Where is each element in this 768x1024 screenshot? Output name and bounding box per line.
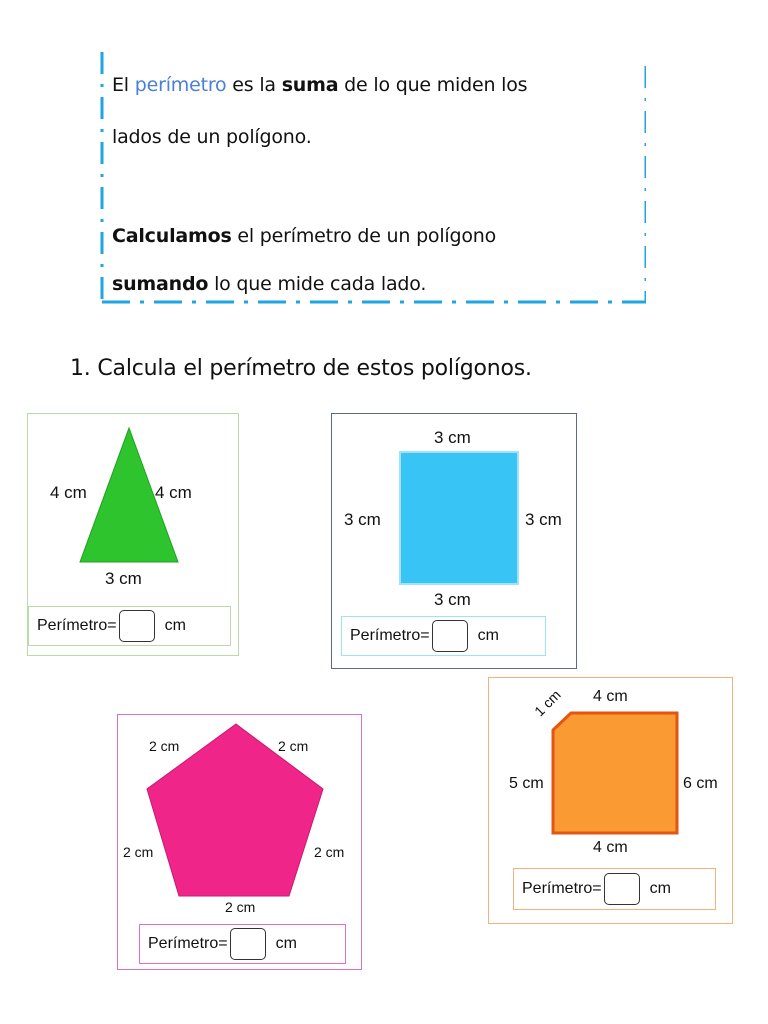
triangle-card <box>27 413 239 656</box>
pentagon-left-label: 2 cm <box>123 844 154 860</box>
term-suma: suma <box>281 74 339 96</box>
definition-line-1 <box>112 74 527 96</box>
unit-label: cm <box>275 935 297 952</box>
unit-label: cm <box>649 880 671 897</box>
hexagon-corner-label: 1 cm <box>531 686 564 720</box>
pentagon-right-label: 2 cm <box>314 844 345 860</box>
square-top-label: 3 cm <box>434 428 471 447</box>
pentagon-bottom-label: 2 cm <box>225 899 256 915</box>
unit-label: cm <box>164 617 186 634</box>
perimeter-label: Perímetro= <box>350 627 430 644</box>
triangle-base-label: 3 cm <box>105 569 142 588</box>
hexagon-top-label: 4 cm <box>593 688 628 705</box>
square-bottom-label: 3 cm <box>434 590 471 609</box>
perimeter-label: Perímetro= <box>37 617 117 634</box>
text: de lo que miden los <box>338 74 528 96</box>
definition-box <box>100 52 646 305</box>
unit-label: cm <box>477 627 499 644</box>
perimeter-input-box[interactable] <box>432 620 468 652</box>
perimeter-label: Perímetro= <box>522 880 602 897</box>
square-right-label: 3 cm <box>525 510 562 529</box>
pentagon-top-left-label: 2 cm <box>149 738 180 754</box>
hexagon-right-label: 6 cm <box>683 775 718 792</box>
pentagon-top-right-label: 2 cm <box>278 738 309 754</box>
hexagon-card <box>488 677 733 924</box>
text: lo que mide cada lado. <box>208 273 427 295</box>
triangle-right-label: 4 cm <box>155 483 192 502</box>
definition-line-2: lados de un polígono. <box>112 126 312 148</box>
pentagon-card <box>117 714 362 970</box>
hexagon-left-label: 5 cm <box>509 775 544 792</box>
text: el perímetro de un polígono <box>231 225 497 247</box>
term-sumando: sumando <box>112 273 209 295</box>
perimeter-input-box[interactable] <box>230 928 266 960</box>
exercise-title: 1. Calcula el perímetro de estos polígonos. <box>70 356 532 381</box>
definition-line-3 <box>112 225 496 247</box>
square-left-label: 3 cm <box>344 510 381 529</box>
perimeter-input-box[interactable] <box>119 610 155 642</box>
perimeter-label: Perímetro= <box>148 935 228 952</box>
square-perimeter-answer <box>341 616 546 656</box>
hexagon-perimeter-answer <box>513 868 716 910</box>
triangle-perimeter-answer <box>28 606 231 646</box>
definition-line-4 <box>112 273 426 295</box>
triangle-left-label: 4 cm <box>50 483 87 502</box>
text: El <box>112 74 135 96</box>
pentagon-perimeter-answer <box>139 924 346 964</box>
term-perimetro: perímetro <box>134 74 227 96</box>
perimeter-input-box[interactable] <box>604 873 640 905</box>
square-card <box>331 413 577 669</box>
text: es la <box>226 74 282 96</box>
hexagon-bottom-label: 4 cm <box>593 839 628 856</box>
term-calculamos: Calculamos <box>112 225 232 247</box>
